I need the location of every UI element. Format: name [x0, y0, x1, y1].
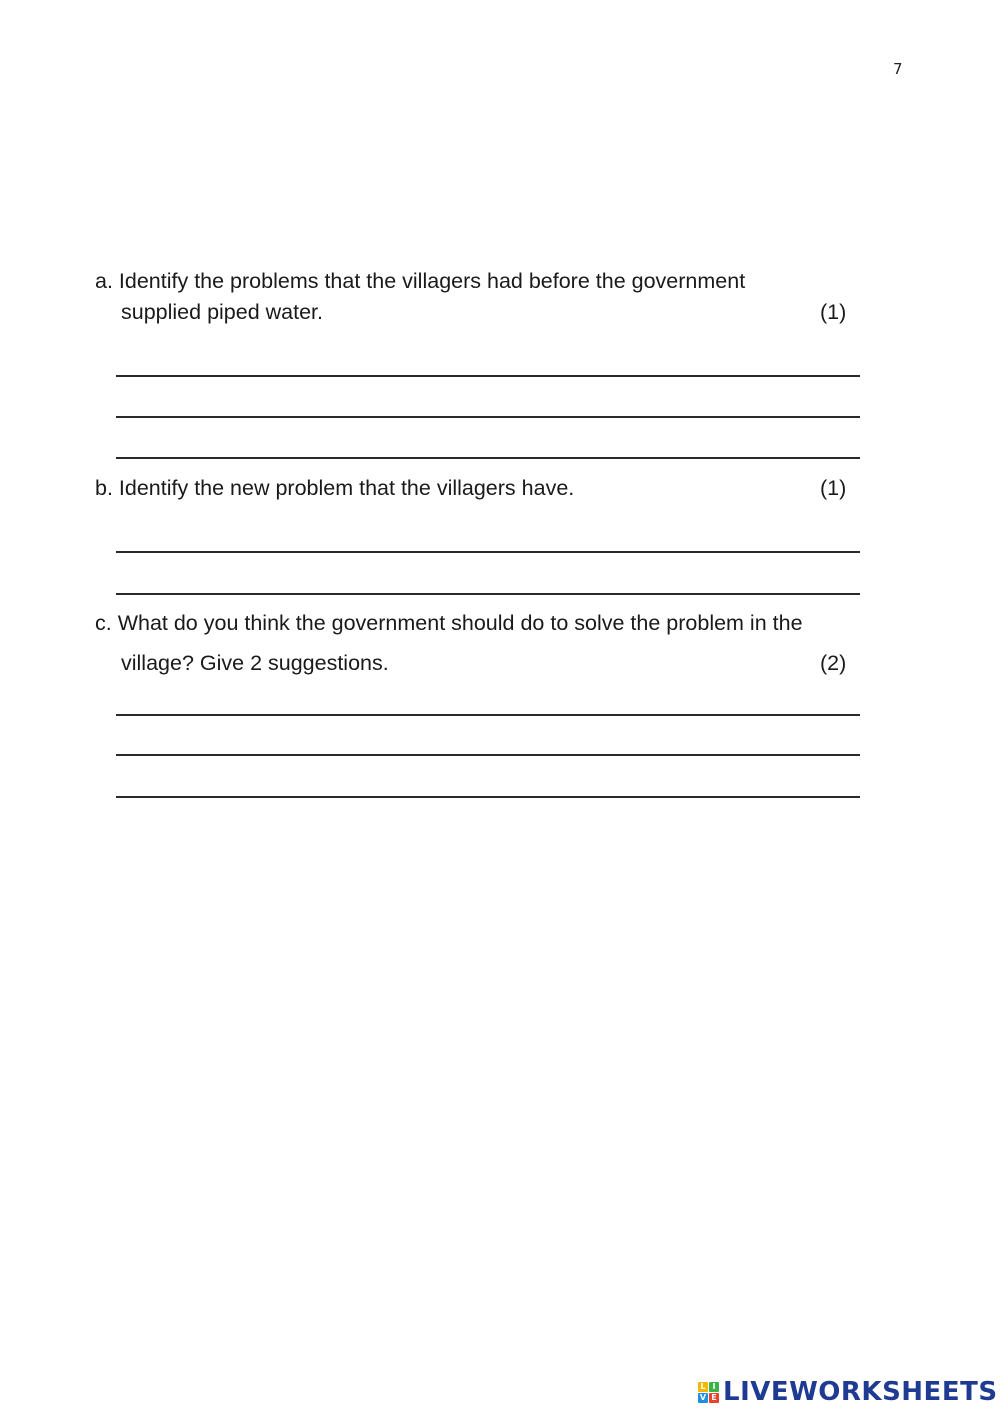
- answer-line-a3[interactable]: [116, 457, 860, 459]
- logo-mark-letter: V: [699, 1392, 707, 1402]
- answer-line-b2[interactable]: [116, 593, 860, 595]
- logo-mark-letter: L: [698, 1382, 708, 1392]
- question-a-marks: (1): [820, 300, 847, 324]
- logo-text: LIVEWORKSHEETS: [723, 1377, 998, 1407]
- answer-line-c2[interactable]: [116, 754, 860, 756]
- answer-line-c3[interactable]: [116, 796, 860, 798]
- question-b-marks: (1): [820, 476, 847, 500]
- page-number: 7: [893, 60, 903, 78]
- logo-mark-letter: I: [709, 1382, 719, 1392]
- logo-mark-letter: E: [709, 1393, 719, 1403]
- question-c-marks: (2): [820, 651, 847, 675]
- question-c-text: c. What do you think the government should do to solve the problem in the: [95, 611, 803, 635]
- answer-line-a1[interactable]: [116, 375, 860, 377]
- answer-line-c1[interactable]: [116, 714, 860, 716]
- question-a-text-continued: supplied piped water.: [121, 300, 324, 324]
- question-a-text: a. Identify the problems that the villagers had before the government: [95, 269, 746, 293]
- question-c-text-continued: village? Give 2 suggestions.: [121, 651, 389, 675]
- answer-line-b1[interactable]: [116, 551, 860, 553]
- question-b-text: b. Identify the new problem that the villagers have.: [95, 476, 575, 500]
- logo-mark-icon: [698, 1382, 719, 1403]
- liveworksheets-logo: [698, 1377, 998, 1407]
- answer-line-a2[interactable]: [116, 416, 860, 418]
